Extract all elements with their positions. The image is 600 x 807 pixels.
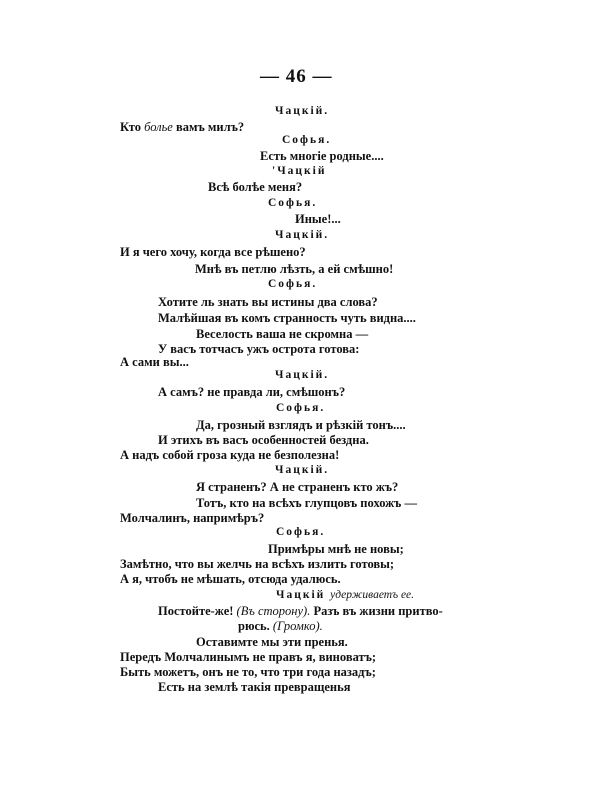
verse-line: рюсь. (Громко). — [238, 619, 323, 633]
verse-line: Хотите ль знать вы истины два слова? — [158, 295, 378, 309]
verse-line: Всѣ болѣе меня? — [208, 180, 303, 194]
verse-line: Передъ Молчалинымъ не правъ я, виноватъ; — [120, 650, 377, 664]
verse-line: Кто болье вамъ милъ? — [120, 120, 245, 134]
speaker-label: 'Чацкій — [272, 165, 327, 177]
verse-line: Оставимте мы эти пренья. — [196, 635, 348, 649]
verse-line: Иные!... — [295, 212, 341, 226]
speaker-label: Софья. — [282, 134, 332, 146]
speaker-label: Софья. — [268, 278, 318, 290]
page-number: — 46 — — [260, 66, 333, 87]
verse-line: А сами вы... — [120, 355, 189, 369]
verse-line: Быть можетъ, онъ не то, что три года назадъ; — [120, 665, 376, 679]
verse-line: Малѣйшая въ комъ странность чуть видна.... — [158, 311, 416, 325]
speaker-label: Чацкій. — [275, 229, 330, 241]
verse-line: Да, грозный взглядъ и рѣзкій тонъ.... — [196, 418, 406, 432]
verse-line: И этихъ въ васъ особенностей бездна. — [158, 433, 369, 447]
verse-line: А надъ собой гроза куда не безполезна! — [120, 448, 340, 462]
verse-line: А самъ? не правда ли, смѣшонъ? — [158, 385, 346, 399]
verse-line: Примѣры мнѣ не новы; — [268, 542, 404, 556]
verse-line: Есть на землѣ такія превращенья — [158, 680, 351, 694]
speaker-label: Софья. — [276, 402, 326, 414]
verse-line: Есть многіе родные.... — [260, 149, 384, 163]
speaker-label: Софья. — [268, 197, 318, 209]
verse-line: Замѣтно, что вы желчь на всѣхъ излить готовы; — [120, 557, 395, 571]
speaker-label: Чацкій. — [275, 464, 330, 476]
verse-line: Веселость ваша не скромна — — [196, 327, 369, 341]
verse-line: Я страненъ? А не страненъ кто жъ? — [196, 480, 399, 494]
verse-line: У васъ тотчасъ ужъ острота готова: — [158, 342, 360, 356]
verse-line: Молчалинъ, напримѣръ? — [120, 511, 265, 525]
verse-line: Постойте-же! (Въ сторону). Разъ въ жизни притво- — [158, 604, 443, 618]
speaker-label: Чацкій. — [275, 369, 330, 381]
verse-line: Тотъ, кто на всѣхъ глупцовъ похожъ — — [196, 496, 417, 510]
speaker-label: Софья. — [276, 526, 326, 538]
verse-line: Мнѣ въ петлю лѣзть, а ей смѣшно! — [195, 262, 394, 276]
speaker-stage-direction: Чацкій удерживаетъ ее. — [276, 589, 415, 601]
verse-line: И я чего хочу, когда все рѣшено? — [120, 245, 306, 259]
speaker-label: Чацкій. — [275, 105, 330, 117]
verse-line: А я, чтобъ не мѣшать, отсюда удалюсь. — [120, 572, 341, 586]
